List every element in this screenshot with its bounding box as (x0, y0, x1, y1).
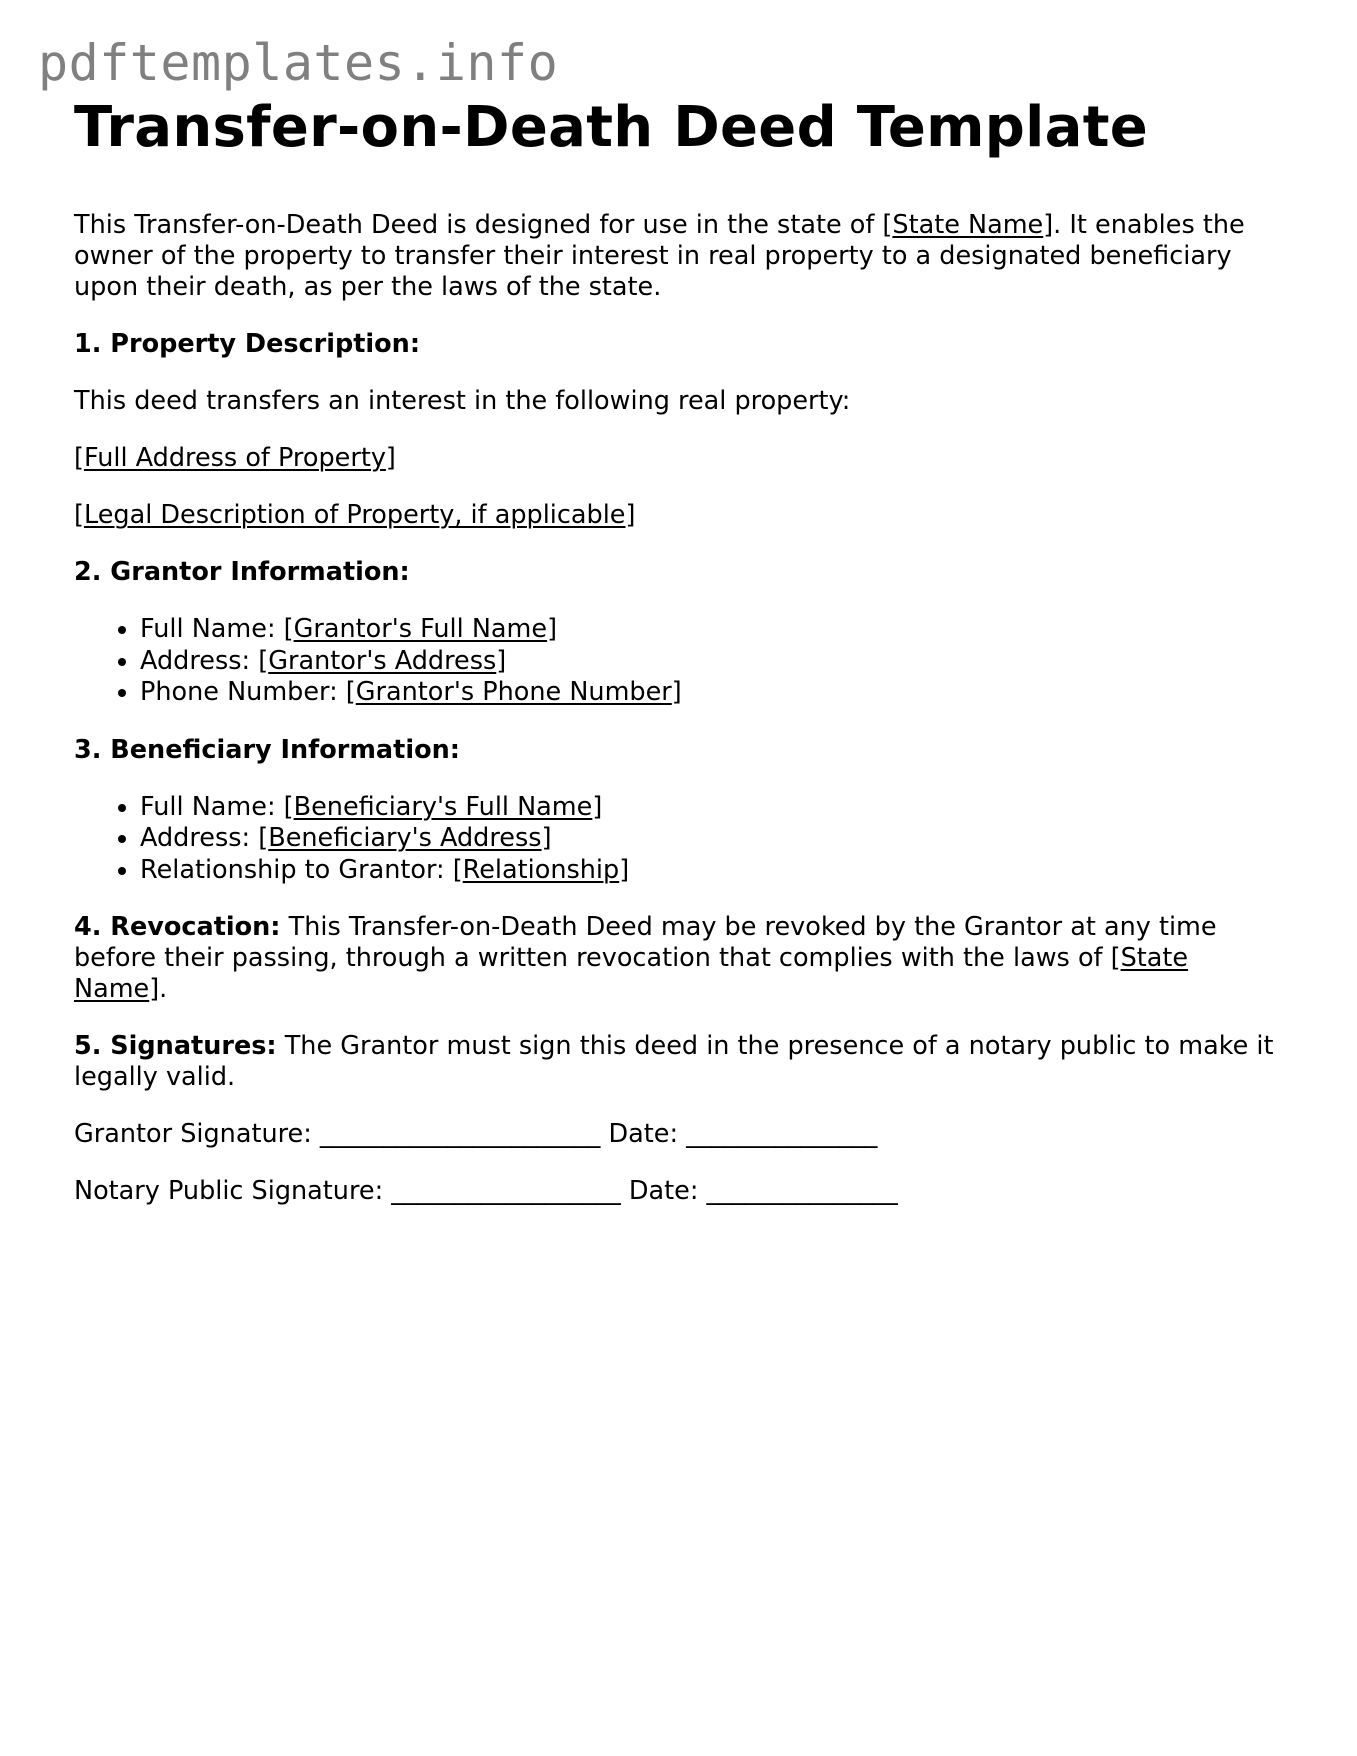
property-text: This deed transfers an interest in the following real property: (74, 386, 851, 416)
bracket-close: ] (619, 854, 630, 885)
beneficiary-name-placeholder: Beneficiary's Full Name (293, 791, 593, 822)
grantor-phone-placeholder: Grantor's Phone Number (355, 677, 672, 707)
property-legal-line (74, 500, 1274, 531)
revocation-paragraph (74, 912, 1274, 1005)
beneficiary-name-label: Full Name: [ (140, 791, 294, 822)
notary-signature-line: Notary Public Signature: __________________ Date: _______________ (74, 1176, 898, 1206)
beneficiary-address-label: Address: [ (140, 823, 269, 853)
grantor-address-placeholder: Grantor's Address (268, 645, 497, 676)
bracket-close: ] (671, 677, 682, 707)
page-title: Transfer-on-Death Deed Template (74, 95, 1149, 160)
grantor-heading: 2. Grantor Information: (74, 557, 410, 587)
revocation-end: ]. (149, 974, 168, 1004)
document-body (74, 92, 1274, 1233)
property-address-placeholder: Full Address of Property (83, 443, 386, 473)
watermark: pdftemplates.info (38, 34, 559, 92)
bracket-close: ] (592, 791, 603, 822)
property-heading: 1. Property Description: (74, 329, 421, 359)
revocation-text: This Transfer-on-Death Deed may be revoked by the Grantor at any time before their passing, through a written revocation that complies with the laws of [ (74, 912, 1217, 973)
signatures-label: 5. Signatures: (74, 1031, 277, 1061)
list-item (140, 614, 1274, 646)
property-legal-placeholder: Legal Description of Property, if applicable (83, 500, 626, 530)
bracket-close: ] (541, 823, 552, 853)
bracket-open: [ (74, 500, 84, 530)
grantor-phone-label: Phone Number: [ (140, 677, 356, 707)
list-item (140, 646, 1274, 678)
intro-text-start: This Transfer-on-Death Deed is designed for use in the state of [ (74, 210, 893, 240)
intro-paragraph (74, 210, 1274, 303)
bracket-close: ] (547, 614, 558, 644)
revocation-state-placeholder: State Name (74, 943, 1189, 1004)
grantor-name-label: Full Name: [ (140, 614, 294, 644)
grantor-signature-line: Grantor Signature: ______________________ Date: _______________ (74, 1119, 878, 1149)
bracket-close: ] (496, 645, 507, 676)
intro-text-end: ]. It enables the owner of the property to transfer their interest in real property to a designated beneficiary upon their death, as per the laws of the state. (74, 210, 1245, 302)
signatures-text: The Grantor must sign this deed in the presence of a notary public to make it legally valid. (74, 1031, 1274, 1092)
beneficiary-list (74, 792, 1274, 887)
list-item (140, 677, 1274, 709)
list-item (140, 792, 1274, 824)
beneficiary-heading: 3. Beneficiary Information: (74, 734, 460, 765)
bracket-close: ] (625, 500, 636, 530)
bracket-open: [ (74, 443, 84, 473)
grantor-list (74, 614, 1274, 709)
list-item (140, 855, 1274, 887)
property-address-line (74, 443, 1274, 474)
signatures-paragraph (74, 1031, 1274, 1093)
grantor-name-placeholder: Grantor's Full Name (293, 614, 548, 644)
grantor-address-label: Address: [ (140, 645, 269, 676)
state-name-placeholder: State Name (892, 210, 1044, 240)
list-item (140, 823, 1274, 855)
revocation-label: 4. Revocation: (74, 912, 281, 942)
bracket-close: ] (385, 443, 396, 473)
beneficiary-address-placeholder: Beneficiary's Address (268, 823, 542, 853)
beneficiary-relationship-placeholder: Relationship (462, 854, 620, 885)
beneficiary-relationship-label: Relationship to Grantor: [ (140, 854, 463, 885)
